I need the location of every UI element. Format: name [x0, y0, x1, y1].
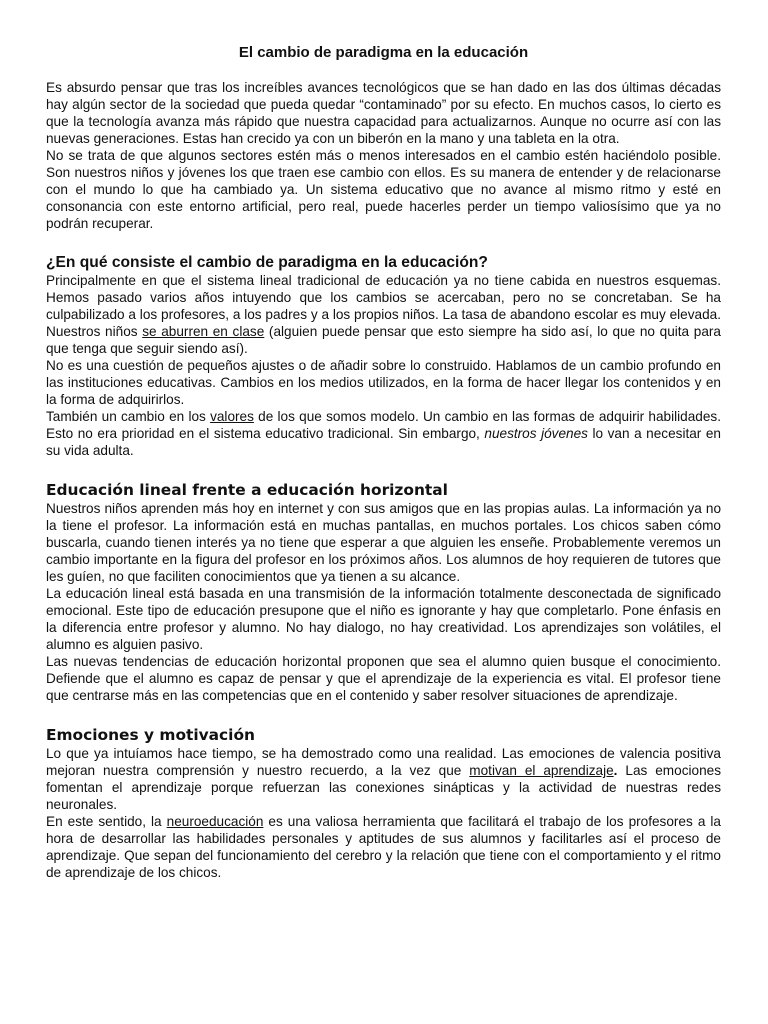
text-run: de los que somos modelo. Un cambio en las formas de adquirir habilidades. Esto no era prioridad en el sistema educativo tradicional. Sin embargo, — [46, 409, 721, 441]
section2-paragraph-2: La educación lineal está basada en una transmisión de la información totalmente desconectada de significado emocional. Este tipo de educación presupone que el niño es ignorante y hay que completarlo. Pone énfasis en la diferencia entre profesor y alumno. No hay dialogo, no hay creatividad. Los aprendizajes son volátiles, el alumno es alguien pasivo. — [46, 586, 721, 652]
section-emotions-motivation — [46, 726, 721, 881]
intro-paragraph-2: No se trata de que algunos sectores estén más o menos interesados en el cambio estén haciéndolo posible. Son nuestros niños y jóvenes los que traen ese cambio con ellos. Es su manera de entender y de relacionarse con el mundo lo que ha cambiado ya. Un sistema educativo que no avance al mismo ritmo y esté en consonancia con este entorno artificial, pero real, puede hacerles perder un tiempo valiosísimo que ya no podrán recuperar. — [46, 148, 721, 231]
text-run: es una valiosa herramienta que facilitará el trabajo de los profesores a la hora de desarrollar las habilidades personales y aptitudes de sus alumnos y facilitarles así el proceso de aprendizaje. Que sepan del funcionamiento del cerebro y la relación que tiene con el comportamiento y el ritmo de aprendizaje de los chicos. — [46, 814, 721, 880]
section-heading-linear-horizontal: Educación lineal frente a educación horizontal — [46, 481, 448, 499]
text-run: En este sentido, la — [46, 814, 167, 829]
italic-nuestros-jovenes: nuestros jóvenes — [484, 426, 588, 441]
text-run: También un cambio en los — [46, 409, 211, 424]
document-page — [46, 44, 721, 881]
link-valores[interactable]: valores — [210, 409, 254, 424]
section1-paragraph-3 — [46, 408, 721, 459]
section1-paragraph-2: No es una cuestión de pequeños ajustes o de añadir sobre lo construido. Hablamos de un cambio profundo en las instituciones educativas. Cambios en los medios utilizados, en la forma de hacer llegar los contenidos y en la forma de adquirirlos. — [46, 358, 721, 407]
section-heading-paradigm: ¿En qué consiste el cambio de paradigma en la educación? — [46, 254, 488, 271]
intro-paragraph-1: Es absurdo pensar que tras los increíbles avances tecnológicos que se han dado en las dos últimas décadas hay algún sector de la sociedad que pueda quedar “contaminado” por su efecto. En muchos casos, lo cierto es que la tecnología avanza más rápido que nuestra capacidad para actualizarnos. Aunque no ocurre así con las nuevas generaciones. Estas han crecido ya con un biberón en la mano y una tableta en la otra. — [46, 80, 721, 146]
section2-paragraph-1: Nuestros niños aprenden más hoy en internet y con sus amigos que en las propias aulas. La información ya no la tiene el profesor. La información está en muchas pantallas, en muchos portales. Los chicos saben cómo buscarla, cuando tienen interés ya no tiene que esperar a que alguien les enseñe. Probablemente veremos un cambio importante en la figura del profesor en los próximos años. Los alumnos de hoy requieren de tutores que les guíen, no que faciliten conocimientos que ya tienen a su alcance. — [46, 501, 721, 584]
text-run: (alguien puede pensar que esto siempre ha sido así, lo que no quita para que tenga que seguir siendo así). — [46, 324, 721, 356]
text-run: Lo que ya intuíamos hace tiempo, se ha demostrado como una realidad. Las emociones de valencia positiva mejoran nuestra comprensión y nuestro recuerdo, a la vez que — [46, 746, 721, 778]
text-run-dot: . — [613, 763, 618, 778]
text-run: Principalmente en que el sistema lineal tradicional de educación ya no tiene cabida en nuestros esquemas. Hemos pasado varios años intuyendo que los cambios se acercaban, pero no se concretaban. Se ha culpabilizado a los profesores, a los padres y a los propios niños. La tasa de abandono escolar es muy elevada. Nuestros niños — [46, 273, 721, 339]
section-linear-vs-horizontal — [46, 481, 721, 704]
section3-paragraph-2 — [46, 813, 721, 881]
intro-section — [46, 79, 721, 232]
link-se-aburren-en-clase[interactable]: se aburren en clase — [142, 324, 265, 339]
section-heading-emotions: Emociones y motivación — [46, 726, 255, 744]
section2-paragraph-3: Las nuevas tendencias de educación horizontal proponen que sea el alumno quien busque el conocimiento. Defiende que el alumno es capaz de pensar y que el aprendizaje de la experiencia es vital. El profesor tiene que centrarse más en las competencias que en el contenido y saber resolver situaciones de aprendizaje. — [46, 654, 721, 703]
text-run: Las emociones fomentan el aprendizaje porque refuerzan las conexiones sinápticas y la actividad de nuestras redes neuronales. — [46, 763, 721, 812]
section3-paragraph-1 — [46, 745, 721, 813]
section1-paragraph-1 — [46, 272, 721, 357]
link-motivan-el-aprendizaje[interactable]: motivan el aprendizaje — [469, 763, 614, 778]
document-title: El cambio de paradigma en la educación — [238, 44, 529, 61]
link-neuroeducacion[interactable]: neuroeducación — [166, 814, 264, 829]
section-paradigm-change — [46, 254, 721, 459]
text-run: lo van a necesitar en su vida adulta. — [46, 426, 721, 458]
